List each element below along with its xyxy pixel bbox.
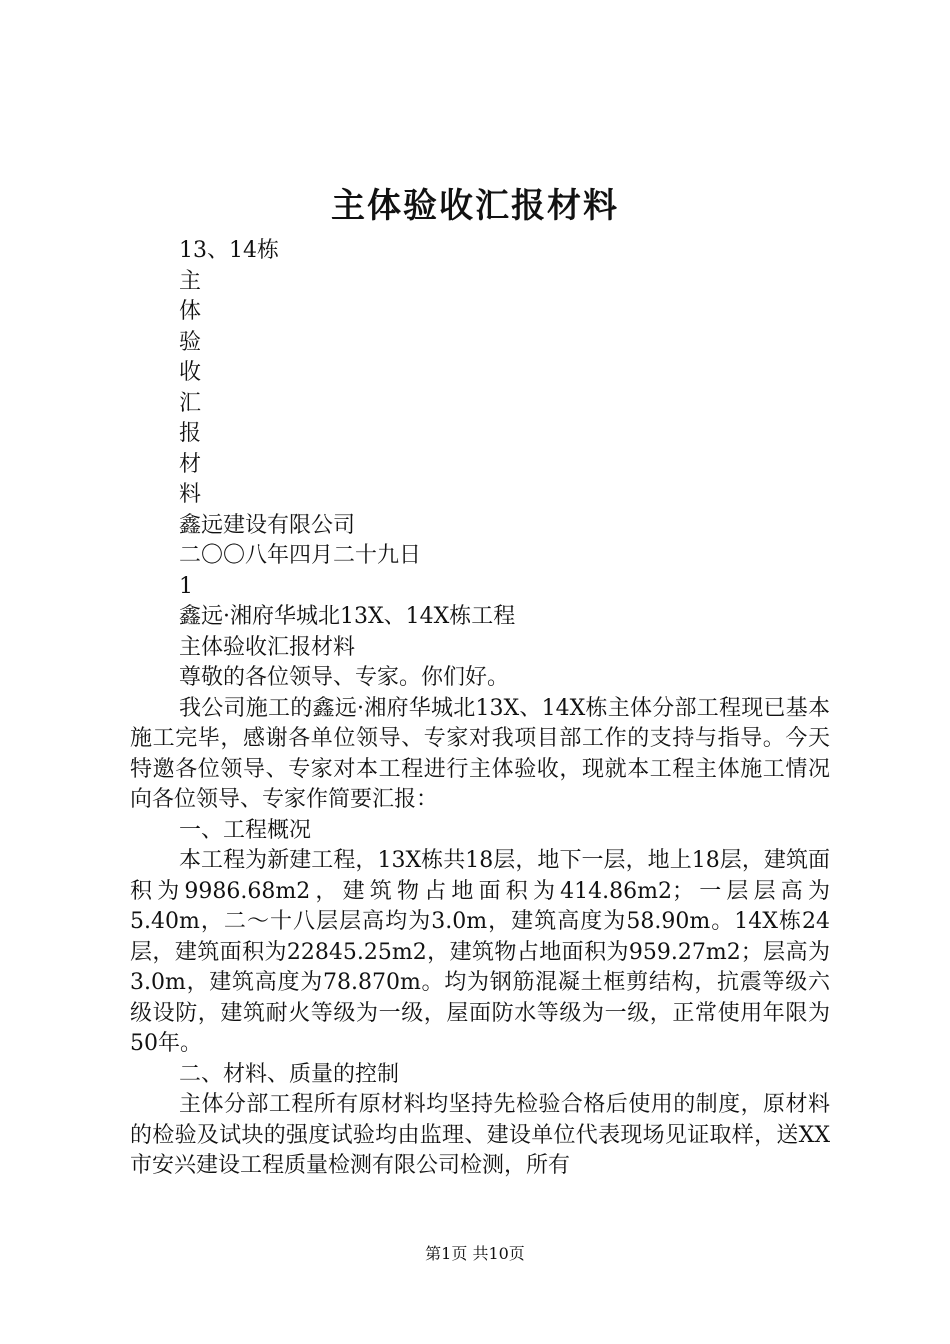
cover-vertical-char: 汇	[179, 390, 202, 416]
cover-page-number: 1	[179, 573, 193, 599]
section-heading: 二、材料、质量的控制	[179, 1061, 400, 1087]
cover-vertical-char: 收	[179, 360, 202, 385]
report-subtitle: 主体验收汇报材料	[179, 634, 356, 660]
greeting: 尊敬的各位领导、专家。你们好。	[179, 665, 510, 690]
materials-paragraph: 主体分部工程所有原材料均坚持先检验合格后使用的制度，原材料的检验及试块的强度试验均由监理、建设单位代表现场见证取样，送XX市安兴建设工程质量检测有限公司检测，所有	[130, 1092, 830, 1178]
cover-date: 二〇〇八年四月二十九日	[179, 543, 422, 568]
cover-vertical-char: 主	[179, 268, 202, 294]
intro-paragraph: 我公司施工的鑫远·湘府华城北13X、14X栋主体分部工程现已基本施工完毕，感谢各单位领导、专家对我项目部工作的支持与指导。今天特邀各位领导、专家对本工程进行主体验收，现就本工程主体施工情况向各位领导、专家作简要汇报：	[130, 695, 830, 812]
cover-company: 鑫远建设有限公司	[179, 512, 356, 538]
cover-vertical-char: 验	[179, 329, 202, 355]
cover-vertical-char: 报	[179, 421, 202, 446]
overview-paragraph: 本工程为新建工程，13X栋共18层，地下一层，地上18层，建筑面积为9986.68m2，建筑物占地面积为414.86m2；一层层高为5.40m，二～十八层层高均为3.0m，建筑高度为58.90m。14X栋24层，建筑面积为22845.25m2，建筑物占地面积为959.27m2；层高为3.0m，建筑高度为78.870m。均为钢筋混凝土框剪结构，抗震等级六级设防，建筑耐火等级为一级，屋面防水等级为一级，正常使用年限为50年。	[130, 848, 830, 1056]
document-body	[130, 236, 830, 1182]
cover-vertical-char: 材	[179, 451, 202, 477]
page-footer: 第1页 共10页	[425, 1244, 525, 1263]
section-heading: 一、工程概况	[179, 817, 312, 843]
document-title: 主体验收汇报材料	[331, 186, 619, 226]
cover-building: 13、14栋	[179, 238, 279, 263]
project-title: 鑫远·湘府华城北13X、14X栋工程	[179, 604, 516, 629]
cover-vertical-char: 料	[179, 482, 202, 507]
cover-vertical-char: 体	[179, 299, 202, 324]
